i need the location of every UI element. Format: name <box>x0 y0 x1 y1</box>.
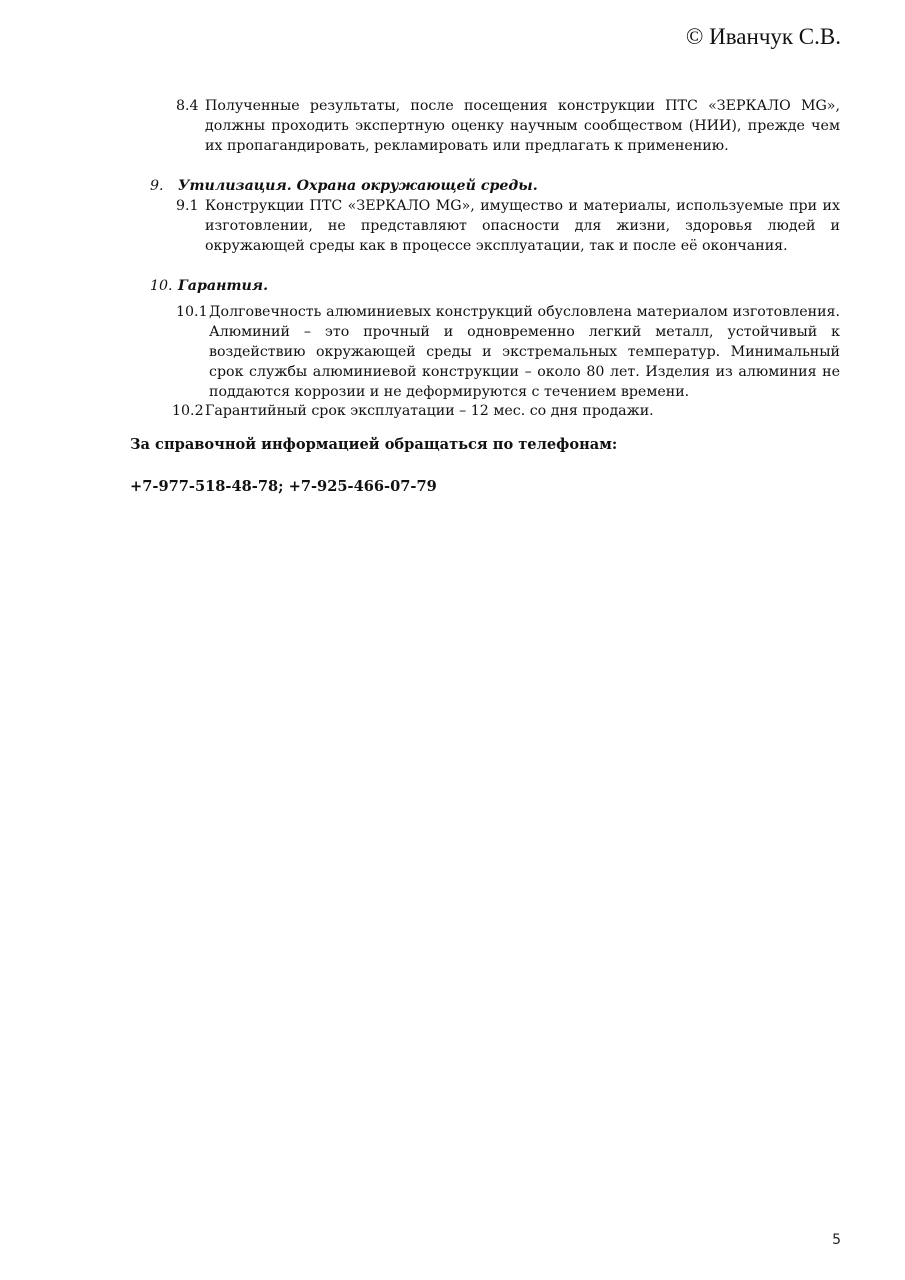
clause-number: 10.1 <box>176 304 208 320</box>
clause-9-1 <box>176 196 840 256</box>
copyright-header: © Иванчук С.В. <box>685 24 841 49</box>
clause-10-2 <box>172 401 840 421</box>
clause-number: 8.4 <box>176 98 199 114</box>
clause-number: 10.2 <box>172 403 204 419</box>
clause-8-4 <box>176 96 840 156</box>
clause-10-1 <box>176 302 840 402</box>
section-number: 9. <box>150 178 164 194</box>
section-title: Гарантия. <box>178 278 269 294</box>
clause-number: 9.1 <box>176 198 199 214</box>
contact-label: За справочной информацией обращаться по телефонам: <box>130 436 618 453</box>
section-title: Утилизация. Охрана окружающей среды. <box>178 178 538 194</box>
clause-text: Долговечность алюминиевых конструкций обусловлена материалом изготовления. Алюминий – это прочный и одновременно легкий металл, устойчивый к воздействию окружающей среды и экстремальных температур. Минимальный срок службы алюминиевой конструкции – около 80 лет. Изделия из алюминия не поддаются коррозии и не деформируются с течением времени. <box>209 304 840 400</box>
contact-phones: +7-977-518-48-78; +7-925-466-07-79 <box>130 478 437 495</box>
page-number: 5 <box>832 1232 841 1248</box>
clause-text: Конструкции ПТС «ЗЕРКАЛО MG», имущество и материалы, используемые при их изготовлении, не представляют опасности для жизни, здоровья людей и окружающей среды как в процессе эксплуатации, так и после её окончания. <box>205 198 840 254</box>
clause-text: Полученные результаты, после посещения конструкции ПТС «ЗЕРКАЛО MG», должны проходить экспертную оценку научным сообществом (НИИ), прежде чем их пропагандировать, рекламировать или предлагать к применению. <box>205 98 840 154</box>
clause-text: Гарантийный срок эксплуатации – 12 мес. со дня продажи. <box>205 403 654 419</box>
section-number: 10. <box>150 278 173 294</box>
